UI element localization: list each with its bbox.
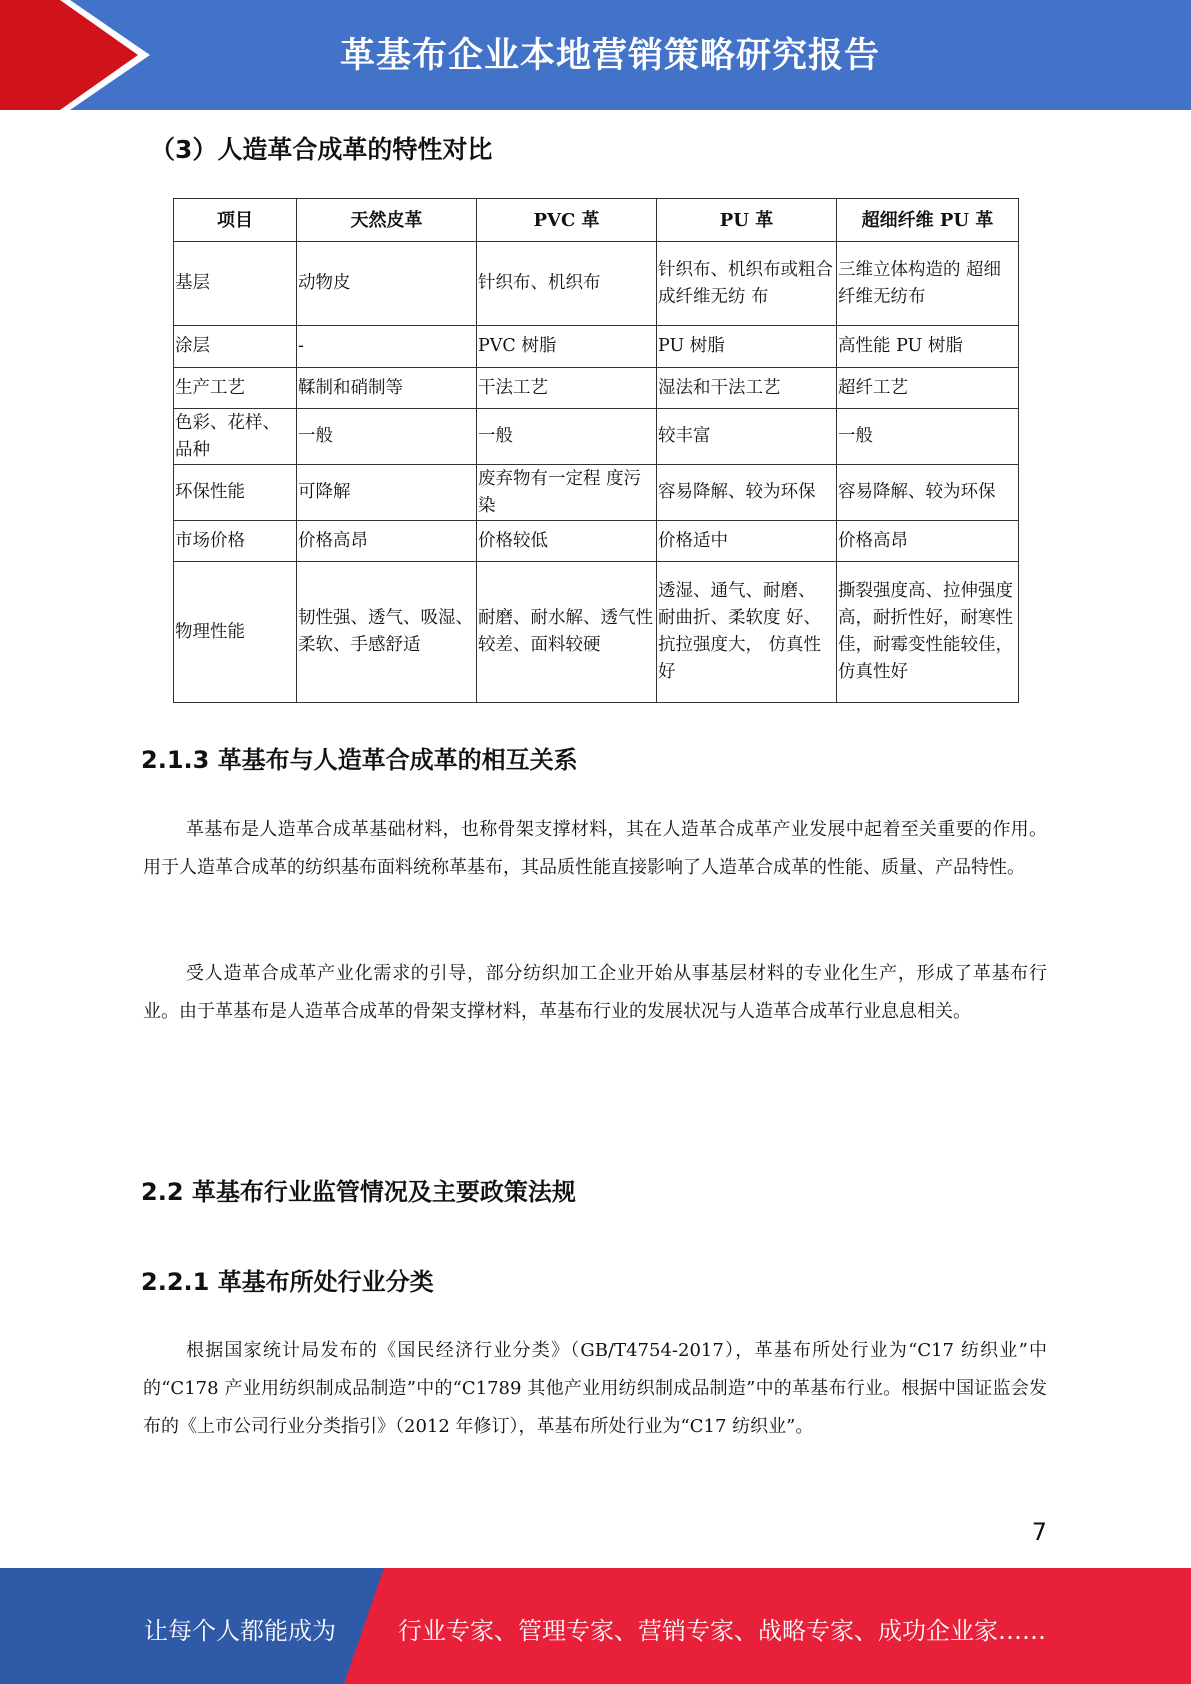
paragraph: 革基布是人造革合成革基础材料，也称骨架支撑材料，其在人造革合成革产业发展中起着至关重要的作用。用于人造革合成革的纺织基布面料统称革基布，其品质性能直接影响了人造革合成革的性能、质量、产品特性。 <box>143 819 1047 878</box>
table-cell: 较丰富 <box>657 409 837 465</box>
table-caption: （3）人造革合成革的特性对比 <box>150 135 493 164</box>
table-cell: 针织布、机织布 <box>477 242 657 326</box>
table-cell: - <box>297 326 477 368</box>
header-banner <box>0 0 1191 110</box>
table-cell: 物理性能 <box>174 562 297 703</box>
table-row <box>174 409 1019 465</box>
table-cell: 可降解 <box>297 465 477 521</box>
table-row <box>174 368 1019 409</box>
footer-slogan-right: 行业专家、管理专家、营销专家、战略专家、成功企业家…… <box>398 1617 1046 1645</box>
page-number: 7 <box>1031 1518 1047 1546</box>
table-row <box>174 242 1019 326</box>
table-cell: 生产工艺 <box>174 368 297 409</box>
table-cell: 干法工艺 <box>477 368 657 409</box>
table-cell: 涂层 <box>174 326 297 368</box>
table-cell: 高性能 PU 树脂 <box>837 326 1019 368</box>
footer-slogan-left: 让每个人都能成为 <box>144 1617 336 1645</box>
table-cell: 市场价格 <box>174 521 297 562</box>
section-heading-2-1-3: 2.1.3 革基布与人造革合成革的相互关系 <box>141 746 578 774</box>
table-row <box>174 521 1019 562</box>
table-cell: 一般 <box>297 409 477 465</box>
table-cell: PVC 树脂 <box>477 326 657 368</box>
table-cell: 超纤工艺 <box>837 368 1019 409</box>
table-cell: 价格适中 <box>657 521 837 562</box>
table-cell: 色彩、花样、品种 <box>174 409 297 465</box>
table-cell: 针织布、机织布或粗合成纤维无纺 布 <box>657 242 837 326</box>
table-header-cell: 天然皮革 <box>297 199 477 242</box>
table-row <box>174 465 1019 521</box>
table-header-cell: PVC 革 <box>477 199 657 242</box>
table-cell: PU 树脂 <box>657 326 837 368</box>
paragraph: 受人造革合成革产业化需求的引导，部分纺织加工企业开始从事基层材料的专业化生产，形成了革基布行业。由于革基布是人造革合成革的骨架支撑材料，革基布行业的发展状况与人造革合成革行业息息相关。 <box>143 963 1047 1022</box>
table-cell: 撕裂强度高、拉伸强度高，耐折性好，耐寒性佳，耐霉变性能较佳，仿真性好 <box>837 562 1019 703</box>
table-cell: 鞣制和硝制等 <box>297 368 477 409</box>
table-cell: 透湿、通气、耐磨、 耐曲折、柔软度 好、抗拉强度大， 仿真性好 <box>657 562 837 703</box>
table-header-row <box>174 199 1019 242</box>
table-header-cell: 超细纤维 PU 革 <box>837 199 1019 242</box>
footer-banner <box>0 1568 1191 1684</box>
table-header-cell: PU 革 <box>657 199 837 242</box>
table-cell: 价格高昂 <box>837 521 1019 562</box>
section-heading-2-2: 2.2 革基布行业监管情况及主要政策法规 <box>141 1178 576 1206</box>
section-heading-2-2-1: 2.2.1 革基布所处行业分类 <box>141 1268 434 1296</box>
table-cell: 韧性强、透气、吸湿、柔软、手感舒适 <box>297 562 477 703</box>
table-cell: 一般 <box>837 409 1019 465</box>
table-row <box>174 562 1019 703</box>
table-cell: 环保性能 <box>174 465 297 521</box>
table-header-cell: 项目 <box>174 199 297 242</box>
table-cell: 容易降解、较为环保 <box>837 465 1019 521</box>
table-cell: 容易降解、较为环保 <box>657 465 837 521</box>
table-cell: 一般 <box>477 409 657 465</box>
comparison-table <box>173 198 1019 703</box>
table-cell: 湿法和干法工艺 <box>657 368 837 409</box>
table-cell: 价格较低 <box>477 521 657 562</box>
table-cell: 动物皮 <box>297 242 477 326</box>
table-cell: 三维立体构造的 超细纤维无纺布 <box>837 242 1019 326</box>
table-cell: 价格高昂 <box>297 521 477 562</box>
report-title: 革基布企业本地营销策略研究报告 <box>339 36 880 76</box>
table-cell: 废弃物有一定程 度污染 <box>477 465 657 521</box>
paragraph: 根据国家统计局发布的《国民经济行业分类》（GB/T4754-2017），革基布所处行业为“C17 纺织业”中的“C178 产业用纺织制成品制造”中的“C1789 其他产业用纺织制成品制造”中的革基布行业。根据中国证监会发布的《上市公司行业分类指引》（2012 年修订），革基布所处行业为“C17 纺织业”。 <box>143 1340 1047 1437</box>
table-row <box>174 326 1019 368</box>
table-cell: 基层 <box>174 242 297 326</box>
table-cell: 耐磨、耐水解、透气性较差、面料较硬 <box>477 562 657 703</box>
